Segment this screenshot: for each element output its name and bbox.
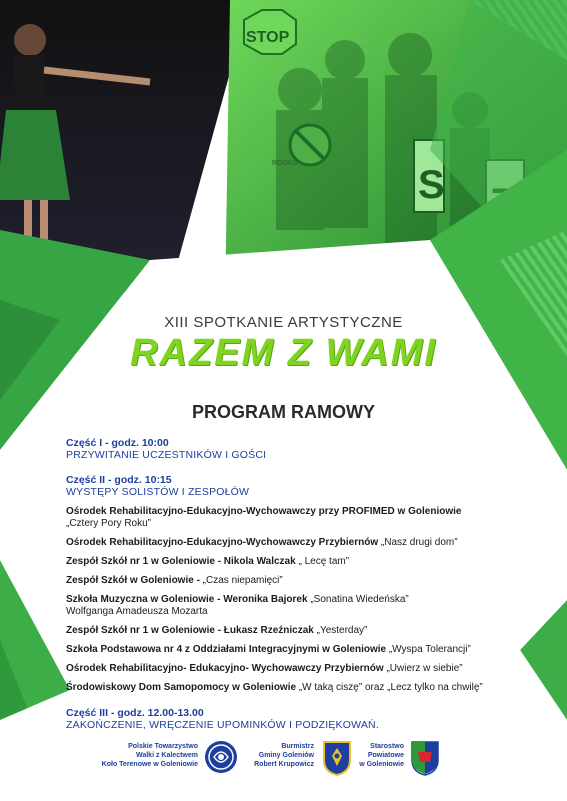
logo-line: Starostwo <box>370 743 404 750</box>
stop-sign-label: STOP <box>246 29 290 46</box>
event-title: RAZEM Z WAMI <box>130 332 437 374</box>
performer-name: Zespół Szkół nr 1 w Goleniowie - Nikola Walczak <box>66 556 296 567</box>
performance-title: „Wyspa Tolerancji” <box>386 644 471 655</box>
performance-item <box>66 682 526 694</box>
logo-line: Gminy Goleniów <box>258 752 314 759</box>
performance-item <box>66 506 526 530</box>
goleniow-coat-of-arms-icon <box>322 740 352 776</box>
performance-item <box>66 644 526 656</box>
powiat-coat-of-arms-icon <box>410 740 440 776</box>
shirt-print: ROOKS <box>272 160 298 167</box>
performer-name: Ośrodek Rehabilitacyjno-Edukacyjno-Wychowawczy Przybiernów <box>66 537 379 548</box>
performance-title: „ Lecę tam” <box>295 556 350 567</box>
section-heading: Część II - godz. 10:15 <box>66 474 172 486</box>
logo-ptwk-text <box>90 742 198 769</box>
ptwk-emblem-icon <box>204 740 238 774</box>
section-subtitle: WYSTĘPY SOLISTÓW I ZESPOŁÓW <box>66 486 250 498</box>
logo-line: Powiatowe <box>367 752 404 759</box>
performance-title: „Yesterday” <box>313 625 368 636</box>
performer-name: Ośrodek Rehabilitacyjno- Edukacyjno- Wychowawczy Przybiernów <box>66 663 384 674</box>
logo-burmistrz-text <box>250 742 314 769</box>
section-heading: Część I - godz. 10:00 <box>66 437 169 449</box>
performance-item <box>66 663 526 675</box>
logo-line: Walki z Kalectwem <box>136 752 198 759</box>
letter-card-s-label: S <box>418 163 445 207</box>
sponsor-logos <box>0 738 567 778</box>
performance-item <box>66 575 526 587</box>
performance-item <box>66 625 526 637</box>
performance-item <box>66 537 526 549</box>
performance-item <box>66 556 526 568</box>
program-list <box>66 437 526 744</box>
section-subtitle: ZAKOŃCZENIE, WRĘCZENIE UPOMINKÓW I PODZIĘKOWAŃ. <box>66 719 379 731</box>
logo-line: w Goleniowie <box>359 761 404 768</box>
logo-line: Robert Krupowicz <box>254 761 314 768</box>
performance-title: „Sonatina Wiedeńska” <box>307 594 409 605</box>
performance-item <box>66 594 526 618</box>
performer-name: Zespół Szkół w Goleniowie - <box>66 575 200 586</box>
performer-name: Środowiskowy Dom Samopomocy w Goleniowie <box>66 682 297 693</box>
performer-name: Ośrodek Rehabilitacyjno-Edukacyjno-Wychowawczy przy PROFIMED w Goleniowie <box>66 506 462 517</box>
program-heading: PROGRAM RAMOWY <box>192 402 375 422</box>
section-2 <box>66 474 526 694</box>
performer-name: Szkoła Muzyczna w Goleniowie - Weronika Bajorek <box>66 594 308 605</box>
logo-line: Polskie Towarzystwo <box>128 743 198 750</box>
performance-title: „Cztery Pory Roku” <box>66 518 152 529</box>
logo-starostwo-text <box>350 742 404 769</box>
section-subtitle: PRZYWITANIE UCZESTNIKÓW I GOŚCI <box>66 449 267 461</box>
performance-title: „Uwierz w siebie” <box>383 663 463 674</box>
performer-name: Szkoła Podstawowa nr 4 z Oddziałami Integracyjnymi w Goleniowie <box>66 644 387 655</box>
section-3 <box>66 707 526 731</box>
logo-line: Koło Terenowe w Goleniowie <box>101 761 198 768</box>
event-subtitle: XIII SPOTKANIE ARTYSTYCZNE <box>164 314 403 331</box>
logo-line: Burmistrz <box>281 743 314 750</box>
performance-composer: Wolfganga Amadeusza Mozarta <box>66 606 208 617</box>
performance-title: „Nasz drugi dom” <box>378 537 458 548</box>
section-1 <box>66 437 526 461</box>
section-heading: Część III - godz. 12.00-13.00 <box>66 707 204 719</box>
performance-title: „Czas niepamięci” <box>199 575 283 586</box>
performer-name: Zespół Szkół nr 1 w Goleniowie - Łukasz Rzeźniczak <box>66 625 314 636</box>
performance-title: „W taką ciszę” oraz „Lecz tylko na chwilę” <box>296 682 483 693</box>
